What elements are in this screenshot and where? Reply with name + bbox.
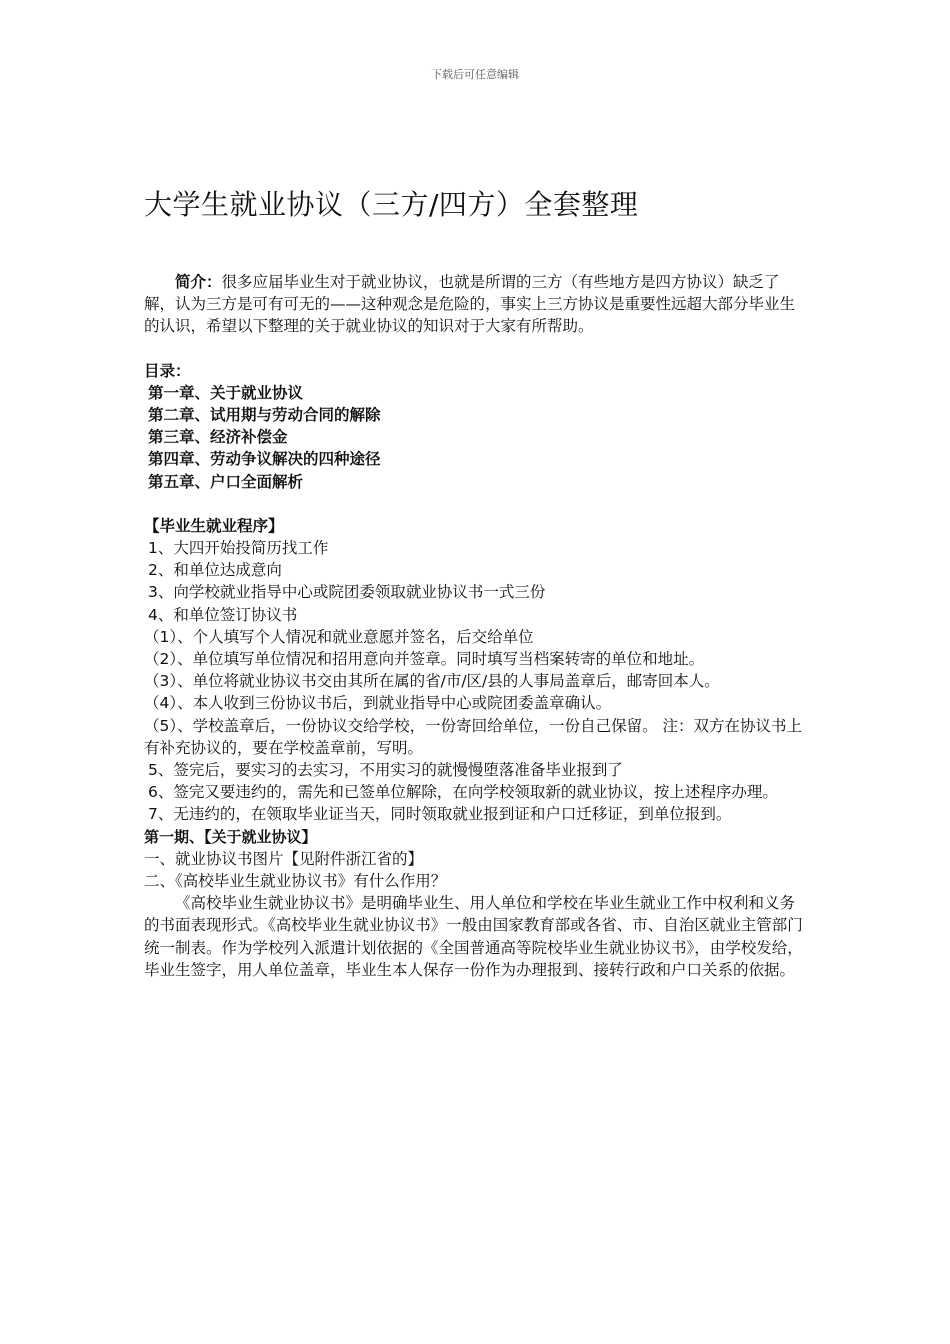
toc-item: 第一章、关于就业协议 — [148, 383, 304, 402]
procedure-step: 3、向学校就业指导中心或院团委领取就业协议书一式三份 — [148, 583, 546, 602]
procedure-title: 【毕业生就业程序】 — [144, 516, 284, 535]
intro-label: 简介： — [175, 273, 222, 291]
intro-text: 很多应届毕业生对于就业协议，也就是所谓的三方（有些地方是四方协议）缺乏了解，认为三方是可有可无的——这种观念是危险的，事实上三方协议是重要性远超大部分毕业生的认识，希望以下整理的关于就业协议的知识对于大家有所帮助。 — [144, 273, 796, 336]
procedure-step: （4）、本人收到三份协议书后，到就业指导中心或院团委盖章确认。 — [144, 694, 612, 713]
toc-item: 第二章、试用期与劳动合同的解除 — [148, 406, 381, 425]
toc-item: 第四章、劳动争议解决的四种途径 — [148, 450, 381, 469]
body-paragraph: 《高校毕业生就业协议书》是明确毕业生、用人单位和学校在毕业生就业工作中权利和义务的书面表现形式。《高校毕业生就业协议书》一般由国家教育部或各省、市、自治区就业主管部门统一制表。作为学校列入派遣计划依据的《全国普通高等院校毕业生就业协议书》，由学校发给，毕业生签字，用人单位盖章，毕业生本人保存一份作为办理报到、接转行政和户口关系的依据。 — [144, 894, 803, 979]
chapter-heading: 第一期、【关于就业协议】 — [144, 827, 317, 846]
procedure-step: 4、和单位签订协议书 — [148, 605, 298, 624]
procedure-step: （3）、单位将就业协议书交由其所在属的省/市/区/县的人事局盖章后，邮寄回本人。 — [144, 672, 720, 691]
intro-paragraph — [144, 271, 808, 338]
document-title: 大学生就业协议（三方/四方）全套整理 — [144, 188, 639, 221]
procedure-step: 6、签完又要违约的，需先和已签单位解除，在向学校领取新的就业协议，按上述程序办理。 — [148, 783, 778, 802]
procedure-step: 1、大四开始投简历找工作 — [148, 539, 329, 558]
procedure-list — [144, 537, 808, 826]
procedure-step: 2、和单位达成意向 — [148, 561, 282, 580]
procedure-step: （5）、学校盖章后，一份协议交给学校，一份寄回给单位，一份自己保留。 注：双方在协议书上有补充协议的，要在学校盖章前，写明。 — [144, 716, 803, 757]
procedure-step: 7、无违约的，在领取毕业证当天，同时领取就业报到证和户口迁移证，到单位报到。 — [148, 805, 732, 824]
toc-label: 目录： — [144, 361, 191, 380]
procedure-step: （1）、个人填写个人情况和就业意愿并签名，后交给单位 — [144, 627, 534, 646]
procedure-step: 5、签完后，要实习的去实习，不用实习的就慢慢堕落准备毕业报到了 — [148, 761, 623, 780]
document-body — [144, 271, 808, 981]
procedure-step: （2）、单位填写单位情况和招用意向并签章。同时填写当档案转寄的单位和地址。 — [144, 650, 705, 669]
section-heading: 二、《高校毕业生就业协议书》有什么作用？ — [144, 872, 447, 891]
section-heading: 一、就业协议书图片【见附件浙江省的】 — [144, 849, 424, 868]
table-of-contents — [144, 382, 808, 493]
toc-item: 第三章、经济补偿金 — [148, 428, 288, 447]
toc-item: 第五章、户口全面解析 — [148, 472, 304, 491]
page-header: 下载后可任意编辑 — [431, 68, 519, 81]
